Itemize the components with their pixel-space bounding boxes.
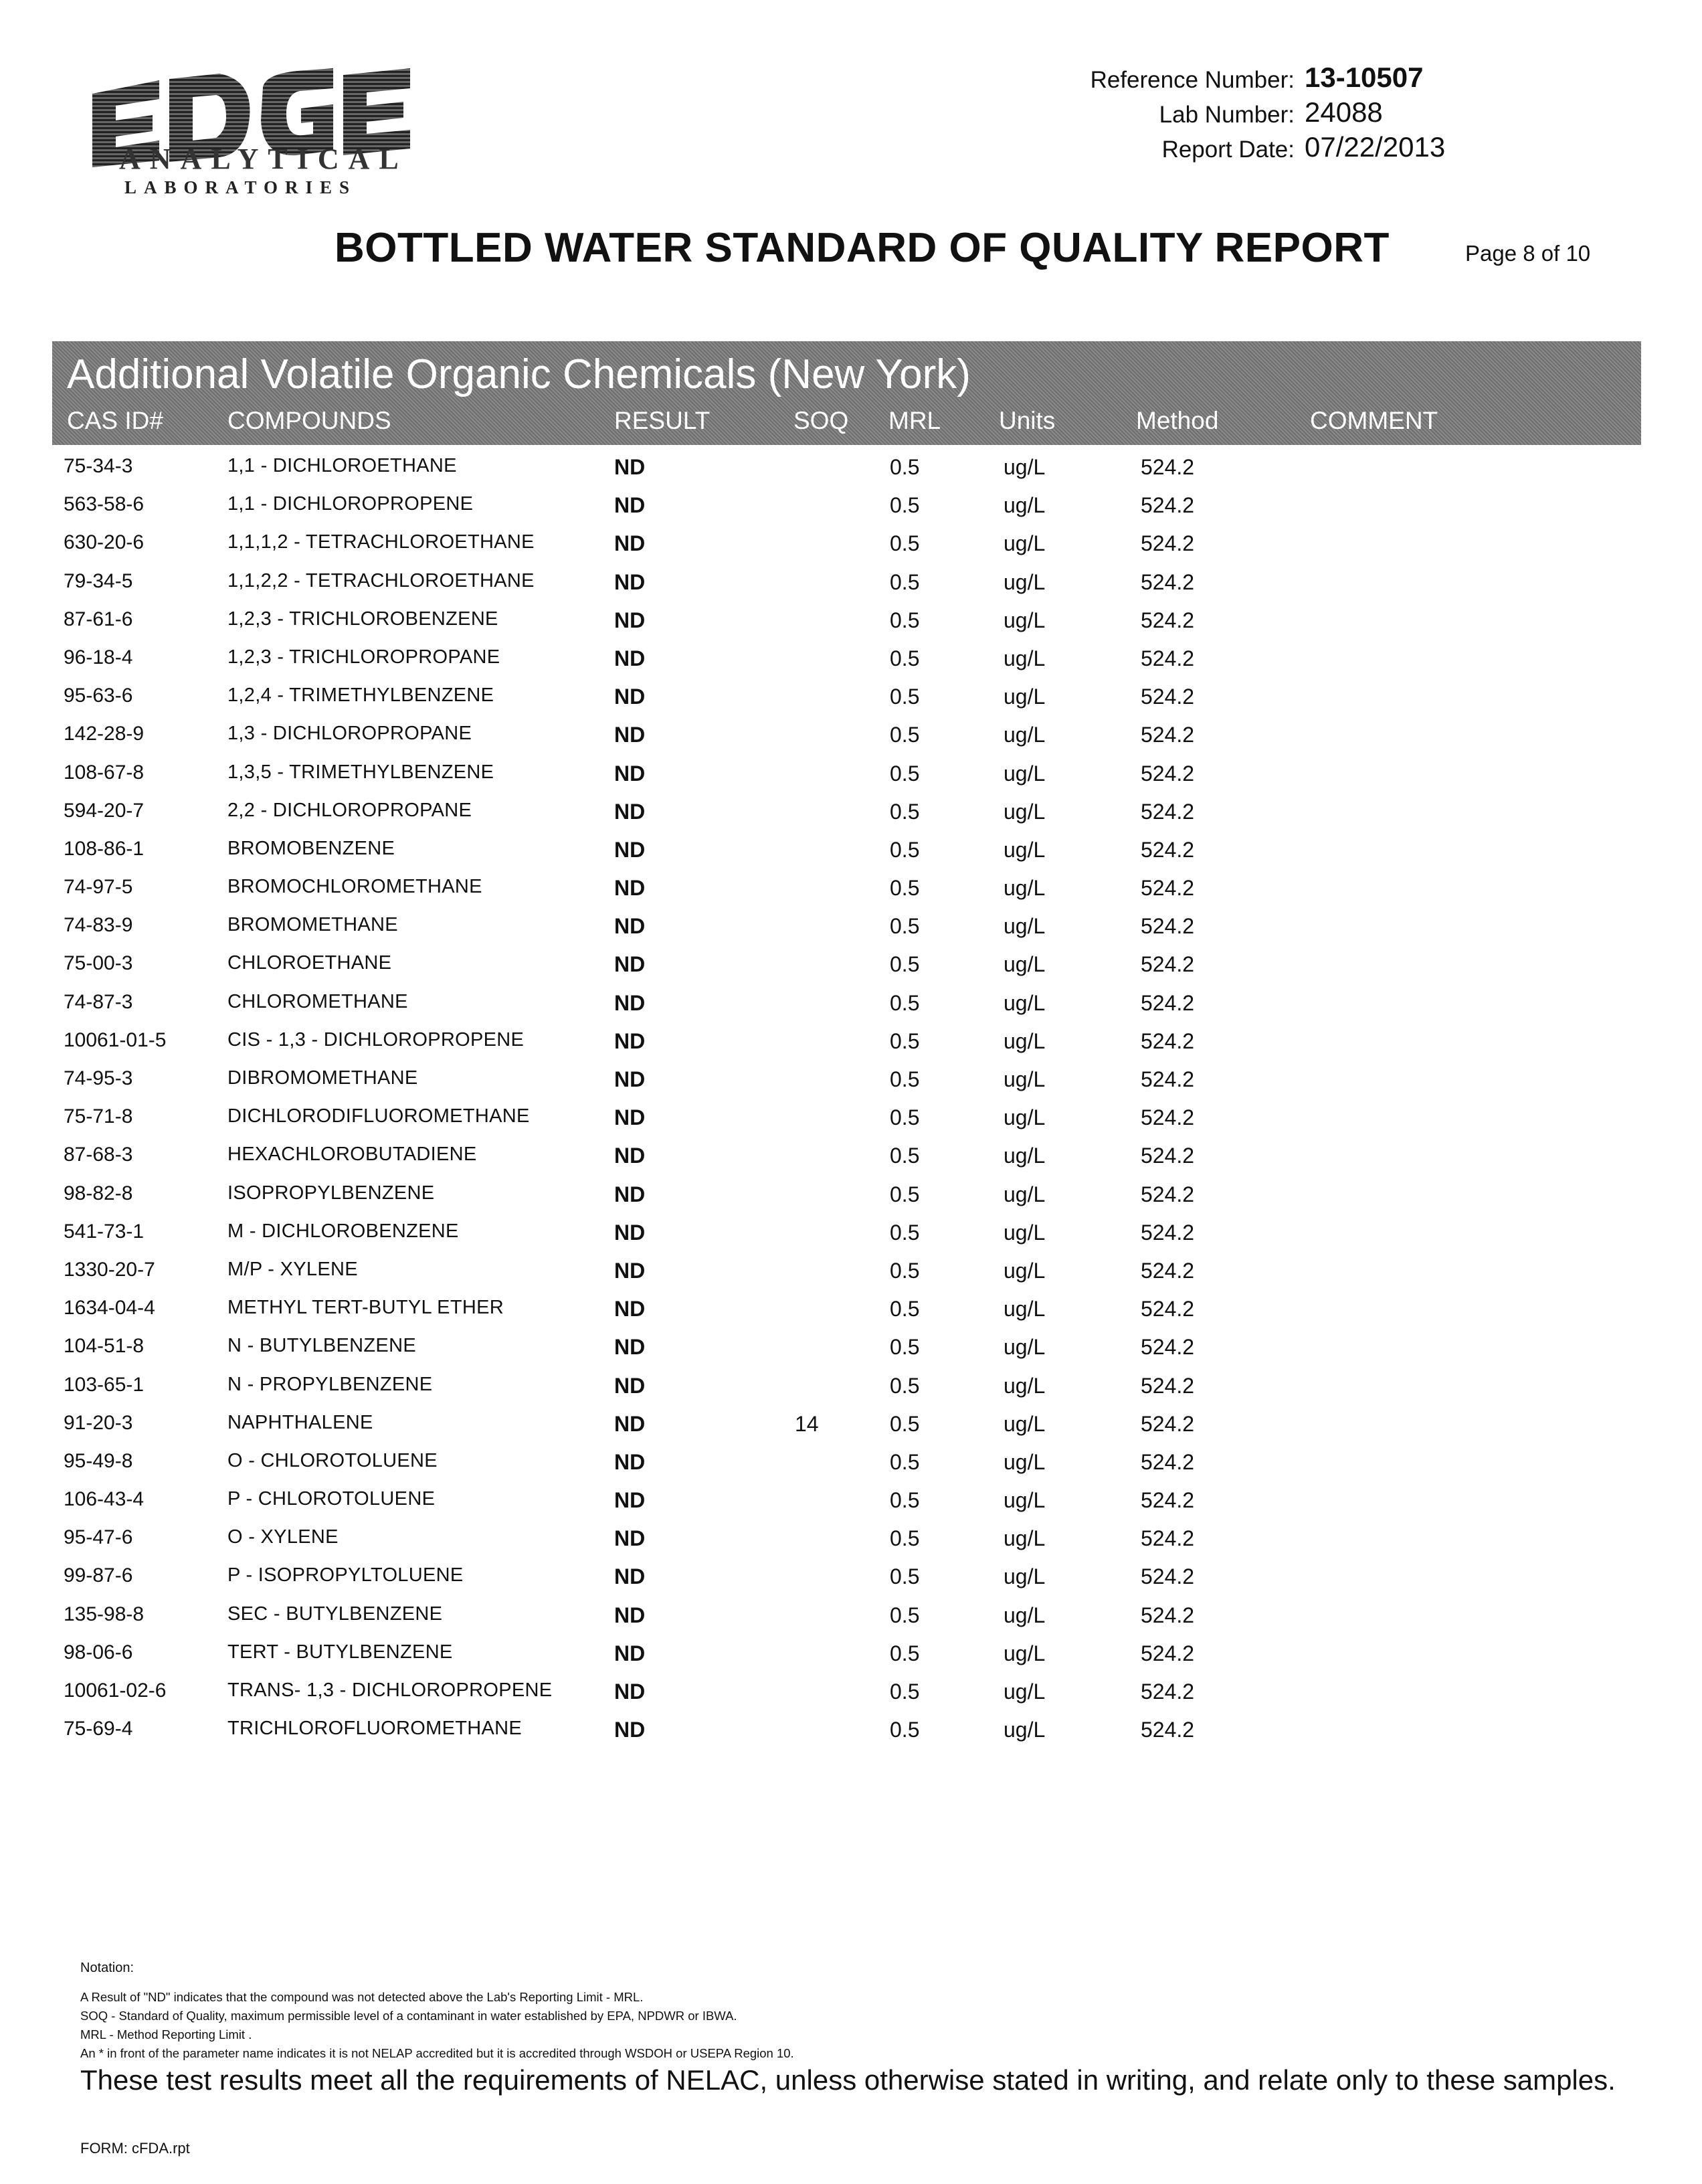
cas-id-cell: 75-00-3: [64, 952, 133, 975]
cas-id-cell: 95-63-6: [64, 685, 133, 707]
compound-cell: 1,1 - DICHLOROETHANE: [227, 455, 457, 476]
cas-id-cell: 75-34-3: [64, 455, 133, 477]
mrl-cell: 0.5: [890, 1105, 920, 1130]
table-row: [0, 1521, 1702, 1559]
result-cell: ND: [614, 1488, 646, 1513]
result-cell: ND: [614, 1297, 646, 1322]
result-cell: ND: [614, 646, 646, 670]
column-header-cas: CAS ID#: [67, 407, 163, 434]
mrl-cell: 0.5: [890, 1718, 920, 1742]
compound-cell: CIS - 1,3 - DICHLOROPROPENE: [227, 1028, 525, 1051]
notation-line: SOQ - Standard of Quality, maximum permissible level of a contaminant in water established by EPA, NPDWR or IBWA.: [80, 2009, 737, 2023]
table-row: [0, 679, 1702, 717]
method-cell: 524.2: [1141, 646, 1195, 670]
method-cell: 524.2: [1141, 531, 1195, 556]
compound-cell: M - DICHLOROBENZENE: [227, 1220, 459, 1242]
units-cell: ug/L: [1004, 569, 1046, 594]
method-cell: 524.2: [1141, 723, 1195, 747]
report-date-label: Report Date:: [1161, 136, 1295, 163]
method-cell: 524.2: [1141, 1373, 1195, 1398]
compound-cell: 2,2 - DICHLOROPROPANE: [227, 799, 472, 821]
compound-cell: 1,1,1,2 - TETRACHLOROETHANE: [227, 531, 535, 553]
mrl-cell: 0.5: [890, 1488, 920, 1513]
cas-id-cell: 75-71-8: [64, 1105, 133, 1128]
mrl-cell: 0.5: [890, 646, 920, 670]
compound-cell: METHYL TERT-BUTYL ETHER: [227, 1297, 504, 1319]
mrl-cell: 0.5: [890, 1220, 920, 1245]
units-cell: ug/L: [1004, 1526, 1046, 1551]
result-cell: ND: [614, 1105, 646, 1130]
cas-id-cell: 74-83-9: [64, 914, 133, 937]
units-cell: ug/L: [1004, 1449, 1046, 1474]
page-number: Page 8 of 10: [1465, 241, 1591, 266]
units-cell: ug/L: [1004, 952, 1046, 977]
units-cell: ug/L: [1004, 1105, 1046, 1130]
units-cell: ug/L: [1004, 1144, 1046, 1168]
cas-id-cell: 95-49-8: [64, 1449, 133, 1472]
column-header-result: RESULT: [614, 407, 711, 434]
compound-cell: O - XYLENE: [227, 1526, 339, 1548]
method-cell: 524.2: [1141, 1028, 1195, 1053]
report-title: BOTTLED WATER STANDARD OF QUALITY REPORT: [335, 225, 1390, 271]
method-cell: 524.2: [1141, 1526, 1195, 1551]
cas-id-cell: 135-98-8: [64, 1603, 145, 1625]
result-cell: ND: [614, 876, 646, 901]
table-row: [0, 1406, 1702, 1445]
table-row: [0, 1483, 1702, 1521]
mrl-cell: 0.5: [890, 608, 920, 632]
result-cell: ND: [614, 1449, 646, 1474]
results-table: [0, 450, 1702, 1750]
compound-cell: 1,3 - DICHLOROPROPANE: [227, 723, 472, 745]
mrl-cell: 0.5: [890, 569, 920, 594]
mrl-cell: 0.5: [890, 723, 920, 747]
notation-line: A Result of "ND" indicates that the compound was not detected above the Lab's Reporting Limit - MRL.: [80, 1990, 644, 2004]
compound-cell: DICHLORODIFLUOROMETHANE: [227, 1105, 530, 1127]
cas-id-cell: 74-87-3: [64, 990, 133, 1013]
units-cell: ug/L: [1004, 493, 1046, 518]
result-cell: ND: [614, 723, 646, 747]
result-cell: ND: [614, 1373, 646, 1398]
compound-cell: CHLOROMETHANE: [227, 990, 408, 1012]
units-cell: ug/L: [1004, 1028, 1046, 1053]
table-row: [0, 1062, 1702, 1100]
mrl-cell: 0.5: [890, 1182, 920, 1206]
table-row: [0, 1138, 1702, 1176]
cas-id-cell: 87-68-3: [64, 1144, 133, 1166]
method-cell: 524.2: [1141, 1220, 1195, 1245]
units-cell: ug/L: [1004, 1641, 1046, 1665]
compound-cell: 1,1,2,2 - TETRACHLOROETHANE: [227, 569, 535, 592]
notation-line: MRL - Method Reporting Limit .: [80, 2027, 252, 2041]
mrl-cell: 0.5: [890, 837, 920, 862]
units-cell: ug/L: [1004, 1258, 1046, 1283]
mrl-cell: 0.5: [890, 1526, 920, 1551]
notation-heading: Notation:: [80, 1961, 134, 1975]
method-cell: 524.2: [1141, 1411, 1195, 1436]
mrl-cell: 0.5: [890, 1411, 920, 1436]
table-row: [0, 1253, 1702, 1291]
column-header-soq: SOQ: [793, 407, 849, 434]
result-cell: ND: [614, 952, 646, 977]
units-cell: ug/L: [1004, 608, 1046, 632]
mrl-cell: 0.5: [890, 685, 920, 709]
mrl-cell: 0.5: [890, 1603, 920, 1627]
table-row: [0, 488, 1702, 526]
result-cell: ND: [614, 608, 646, 632]
method-cell: 524.2: [1141, 837, 1195, 862]
result-cell: ND: [614, 1182, 646, 1206]
mrl-cell: 0.5: [890, 990, 920, 1015]
cas-id-cell: 87-61-6: [64, 608, 133, 630]
reference-number-value: 13-10507: [1305, 62, 1424, 93]
method-cell: 524.2: [1141, 876, 1195, 901]
report-date-row: [1044, 131, 1512, 166]
units-cell: ug/L: [1004, 1488, 1046, 1513]
cas-id-cell: 91-20-3: [64, 1411, 133, 1434]
compound-cell: 1,2,3 - TRICHLOROBENZENE: [227, 608, 498, 630]
table-row: [0, 1215, 1702, 1253]
units-cell: ug/L: [1004, 1335, 1046, 1360]
result-cell: ND: [614, 799, 646, 824]
result-cell: ND: [614, 837, 646, 862]
result-cell: ND: [614, 1411, 646, 1436]
report-date-value: 07/22/2013: [1305, 131, 1446, 163]
compound-cell: N - PROPYLBENZENE: [227, 1373, 433, 1395]
method-cell: 524.2: [1141, 1335, 1195, 1360]
notation-line: An * in front of the parameter name indicates it is not NELAP accredited but it is accredited through WSDOH or USEPA Region 10.: [80, 2046, 794, 2060]
column-header-compounds: COMPOUNDS: [227, 407, 391, 434]
cas-id-cell: 541-73-1: [64, 1220, 145, 1243]
table-row: [0, 909, 1702, 947]
method-cell: 524.2: [1141, 1641, 1195, 1665]
method-cell: 524.2: [1141, 761, 1195, 786]
method-cell: 524.2: [1141, 1144, 1195, 1168]
lab-number-label: Lab Number:: [1159, 102, 1295, 128]
company-logo: [86, 67, 420, 207]
result-cell: ND: [614, 685, 646, 709]
result-cell: ND: [614, 761, 646, 786]
cas-id-cell: 630-20-6: [64, 531, 145, 554]
cas-id-cell: 1634-04-4: [64, 1297, 155, 1320]
units-cell: ug/L: [1004, 990, 1046, 1015]
lab-number-value: 24088: [1305, 96, 1383, 128]
compound-cell: TRANS- 1,3 - DICHLOROPROPENE: [227, 1679, 553, 1701]
result-cell: ND: [614, 1641, 646, 1665]
table-row: [0, 1598, 1702, 1636]
units-cell: ug/L: [1004, 685, 1046, 709]
mrl-cell: 0.5: [890, 1144, 920, 1168]
units-cell: ug/L: [1004, 1564, 1046, 1589]
result-cell: ND: [614, 493, 646, 518]
table-row: [0, 1368, 1702, 1406]
compound-cell: M/P - XYLENE: [227, 1258, 358, 1280]
units-cell: ug/L: [1004, 1411, 1046, 1436]
cas-id-cell: 10061-02-6: [64, 1679, 167, 1702]
cas-id-cell: 75-69-4: [64, 1718, 133, 1740]
cas-id-cell: 98-82-8: [64, 1182, 133, 1204]
units-cell: ug/L: [1004, 1182, 1046, 1206]
mrl-cell: 0.5: [890, 1258, 920, 1283]
section-title: Additional Volatile Organic Chemicals (New York): [67, 351, 971, 397]
method-cell: 524.2: [1141, 1182, 1195, 1206]
table-row: [0, 756, 1702, 794]
units-cell: ug/L: [1004, 761, 1046, 786]
mrl-cell: 0.5: [890, 493, 920, 518]
result-cell: ND: [614, 990, 646, 1015]
cas-id-cell: 142-28-9: [64, 723, 145, 745]
section-header: [52, 341, 1641, 445]
table-row: [0, 526, 1702, 564]
method-cell: 524.2: [1141, 608, 1195, 632]
result-cell: ND: [614, 1679, 646, 1704]
method-cell: 524.2: [1141, 914, 1195, 939]
table-row: [0, 1674, 1702, 1712]
units-cell: ug/L: [1004, 1067, 1046, 1091]
method-cell: 524.2: [1141, 990, 1195, 1015]
table-row: [0, 1024, 1702, 1062]
method-cell: 524.2: [1141, 1603, 1195, 1627]
table-row: [0, 641, 1702, 679]
column-header-units: Units: [999, 407, 1056, 434]
units-cell: ug/L: [1004, 1297, 1046, 1322]
result-cell: ND: [614, 531, 646, 556]
mrl-cell: 0.5: [890, 1564, 920, 1589]
cas-id-cell: 103-65-1: [64, 1373, 145, 1396]
compound-cell: DIBROMOMETHANE: [227, 1067, 418, 1089]
method-cell: 524.2: [1141, 455, 1195, 479]
units-cell: ug/L: [1004, 799, 1046, 824]
cas-id-cell: 96-18-4: [64, 646, 133, 668]
column-header-mrl: MRL: [888, 407, 941, 434]
lab-number-row: [1044, 96, 1512, 131]
method-cell: 524.2: [1141, 1105, 1195, 1130]
table-row: [0, 871, 1702, 909]
table-row: [0, 1559, 1702, 1597]
table-row: [0, 1291, 1702, 1330]
result-cell: ND: [614, 1220, 646, 1245]
compound-cell: SEC - BUTYLBENZENE: [227, 1603, 443, 1625]
method-cell: 524.2: [1141, 569, 1195, 594]
table-row: [0, 1177, 1702, 1215]
cas-id-cell: 95-47-6: [64, 1526, 133, 1549]
mrl-cell: 0.5: [890, 1641, 920, 1665]
mrl-cell: 0.5: [890, 531, 920, 556]
mrl-cell: 0.5: [890, 876, 920, 901]
table-row: [0, 717, 1702, 755]
method-cell: 524.2: [1141, 1718, 1195, 1742]
mrl-cell: 0.5: [890, 1028, 920, 1053]
cas-id-cell: 74-97-5: [64, 876, 133, 899]
table-row: [0, 794, 1702, 832]
result-cell: ND: [614, 1718, 646, 1742]
compound-cell: CHLOROETHANE: [227, 952, 392, 974]
method-cell: 524.2: [1141, 493, 1195, 518]
mrl-cell: 0.5: [890, 914, 920, 939]
compound-cell: P - CHLOROTOLUENE: [227, 1488, 436, 1510]
mrl-cell: 0.5: [890, 1449, 920, 1474]
method-cell: 524.2: [1141, 1258, 1195, 1283]
notation-block: [80, 1961, 1619, 2063]
cas-id-cell: 1330-20-7: [64, 1258, 155, 1281]
cas-id-cell: 98-06-6: [64, 1641, 133, 1663]
compound-cell: BROMOCHLOROMETHANE: [227, 876, 482, 898]
cas-id-cell: 594-20-7: [64, 799, 145, 822]
method-cell: 524.2: [1141, 1564, 1195, 1589]
units-cell: ug/L: [1004, 1679, 1046, 1704]
compound-cell: ISOPROPYLBENZENE: [227, 1182, 435, 1204]
table-row: [0, 1712, 1702, 1750]
compound-cell: NAPHTHALENE: [227, 1411, 373, 1433]
compound-cell: TERT - BUTYLBENZENE: [227, 1641, 453, 1663]
result-cell: ND: [614, 1335, 646, 1360]
mrl-cell: 0.5: [890, 455, 920, 479]
cas-id-cell: 74-95-3: [64, 1067, 133, 1089]
table-row: [0, 1330, 1702, 1368]
compound-cell: BROMOMETHANE: [227, 914, 398, 936]
table-row: [0, 832, 1702, 871]
compound-cell: HEXACHLOROBUTADIENE: [227, 1144, 477, 1166]
method-cell: 524.2: [1141, 1679, 1195, 1704]
mrl-cell: 0.5: [890, 761, 920, 786]
method-cell: 524.2: [1141, 685, 1195, 709]
result-cell: ND: [614, 1028, 646, 1053]
units-cell: ug/L: [1004, 723, 1046, 747]
compound-cell: 1,2,3 - TRICHLOROPROPANE: [227, 646, 500, 668]
method-cell: 524.2: [1141, 1297, 1195, 1322]
units-cell: ug/L: [1004, 455, 1046, 479]
units-cell: ug/L: [1004, 1718, 1046, 1742]
soq-cell: 14: [795, 1411, 819, 1436]
reference-block: [1044, 62, 1512, 166]
column-header-method: Method: [1136, 407, 1219, 434]
units-cell: ug/L: [1004, 914, 1046, 939]
method-cell: 524.2: [1141, 1067, 1195, 1091]
logo-laboratories-text: LABORATORIES: [124, 177, 357, 197]
cas-id-cell: 99-87-6: [64, 1564, 133, 1587]
form-id: FORM: cFDA.rpt: [80, 2140, 190, 2157]
mrl-cell: 0.5: [890, 1297, 920, 1322]
table-row: [0, 1445, 1702, 1483]
mrl-cell: 0.5: [890, 952, 920, 977]
table-row: [0, 603, 1702, 641]
table-row: [0, 947, 1702, 985]
cas-id-cell: 108-67-8: [64, 761, 145, 784]
cas-id-cell: 10061-01-5: [64, 1028, 167, 1051]
result-cell: ND: [614, 1603, 646, 1627]
units-cell: ug/L: [1004, 1603, 1046, 1627]
logo-analytical-text: ANALYTICAL: [119, 143, 408, 175]
reference-number-label: Reference Number:: [1090, 67, 1295, 93]
compound-cell: 1,2,4 - TRIMETHYLBENZENE: [227, 685, 494, 707]
units-cell: ug/L: [1004, 646, 1046, 670]
result-cell: ND: [614, 1067, 646, 1091]
cas-id-cell: 108-86-1: [64, 837, 145, 860]
compound-cell: 1,1 - DICHLOROPROPENE: [227, 493, 474, 515]
method-cell: 524.2: [1141, 1449, 1195, 1474]
cas-id-cell: 106-43-4: [64, 1488, 145, 1511]
mrl-cell: 0.5: [890, 1373, 920, 1398]
table-row: [0, 986, 1702, 1024]
result-cell: ND: [614, 1144, 646, 1168]
result-cell: ND: [614, 1258, 646, 1283]
nelac-statement: These test results meet all the requirements of NELAC, unless otherwise stated in writing, and relate only to these samples.: [80, 2064, 1616, 2096]
cas-id-cell: 104-51-8: [64, 1335, 145, 1358]
mrl-cell: 0.5: [890, 1679, 920, 1704]
result-cell: ND: [614, 1526, 646, 1551]
mrl-cell: 0.5: [890, 1335, 920, 1360]
result-cell: ND: [614, 455, 646, 479]
result-cell: ND: [614, 569, 646, 594]
units-cell: ug/L: [1004, 531, 1046, 556]
mrl-cell: 0.5: [890, 1067, 920, 1091]
method-cell: 524.2: [1141, 952, 1195, 977]
units-cell: ug/L: [1004, 876, 1046, 901]
compound-cell: P - ISOPROPYLTOLUENE: [227, 1564, 464, 1586]
reference-number-row: [1044, 62, 1512, 96]
method-cell: 524.2: [1141, 799, 1195, 824]
table-row: [0, 450, 1702, 488]
table-row: [0, 1636, 1702, 1674]
cas-id-cell: 79-34-5: [64, 569, 133, 592]
result-cell: ND: [614, 1564, 646, 1589]
column-header-comment: COMMENT: [1310, 407, 1438, 434]
units-cell: ug/L: [1004, 837, 1046, 862]
compound-cell: TRICHLOROFLUOROMETHANE: [227, 1718, 523, 1740]
units-cell: ug/L: [1004, 1373, 1046, 1398]
table-row: [0, 1100, 1702, 1138]
compound-cell: O - CHLOROTOLUENE: [227, 1449, 438, 1471]
compound-cell: 1,3,5 - TRIMETHYLBENZENE: [227, 761, 494, 783]
mrl-cell: 0.5: [890, 799, 920, 824]
result-cell: ND: [614, 914, 646, 939]
units-cell: ug/L: [1004, 1220, 1046, 1245]
compound-cell: BROMOBENZENE: [227, 837, 395, 859]
compound-cell: N - BUTYLBENZENE: [227, 1335, 416, 1357]
cas-id-cell: 563-58-6: [64, 493, 145, 516]
method-cell: 524.2: [1141, 1488, 1195, 1513]
table-row: [0, 565, 1702, 603]
